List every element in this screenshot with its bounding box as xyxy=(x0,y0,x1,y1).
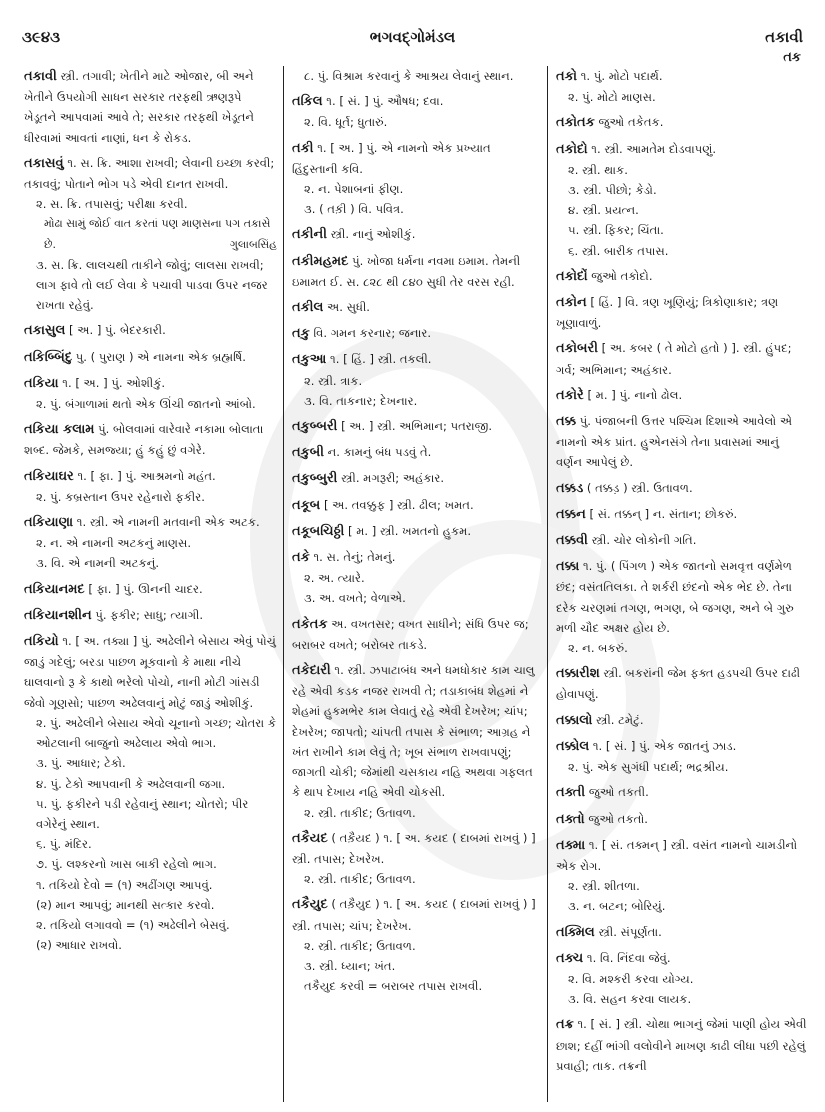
dictionary-entry xyxy=(556,948,807,1010)
headword: તક્ક xyxy=(556,414,577,430)
definition-text: પુ. ( પુરાણ ) એ નામના એક બ્રહ્મર્ષિ. xyxy=(75,349,246,364)
dictionary-entry xyxy=(292,66,539,86)
quotation xyxy=(24,214,277,254)
entry-main xyxy=(556,782,807,803)
quotation-text: મોઢા સામું જોઈ વાત કરતાં પણ માણસના પગ તકાસે છે. xyxy=(44,217,271,251)
dictionary-entry xyxy=(556,556,807,658)
entry-main xyxy=(556,556,807,638)
definition-text: સ્ત્રી. ટમેટું. xyxy=(596,712,644,727)
dictionary-entry xyxy=(556,663,807,704)
sense-line: ૫. સ્ત્રી. ફિકર; ચિંતા. xyxy=(568,223,664,238)
definition-text: [ અ. ] પું. બેદરકારી. xyxy=(69,323,166,338)
dictionary-entry xyxy=(24,66,277,148)
sense-line: ૪. પું. ટેકો આપવાની કે અઢેલવાની જગા. xyxy=(36,776,226,791)
headword: તકૈયુદ xyxy=(292,897,328,913)
headword: તકુબ્બુરી xyxy=(292,471,338,487)
entry-main xyxy=(24,466,277,487)
headword: તકિયો xyxy=(24,634,59,650)
dictionary-entry xyxy=(24,605,277,626)
entry-main xyxy=(24,631,277,713)
idiom-line: (૨) માન આપવું; માનથી સત્કાર કરવો. xyxy=(36,897,215,912)
definition-text: પું. બોલવામાં વારેવારે નકામા બોલાતા શબ્દ. જેમકે, સમજ્યા; હું કહું છું વગેરે. xyxy=(24,422,264,458)
definition-text: જુઓ તકોદો. xyxy=(591,268,653,283)
headword: તકુબ્બરી xyxy=(292,419,338,435)
dictionary-entry xyxy=(292,495,539,516)
dictionary-entry xyxy=(556,478,807,499)
definition-text: ૧. સ્ત્રી. આમતેમ દોડવાપણું. xyxy=(591,141,717,156)
sense-line: ૨. ન. એ નામની અટકનું માણસ. xyxy=(36,536,192,551)
dictionary-entry xyxy=(556,411,807,473)
definition-text: ૧. સ. તેનું; તેમનું. xyxy=(313,550,396,565)
dictionary-entry xyxy=(24,373,277,414)
dictionary-entry xyxy=(556,736,807,777)
sense-line: ૩. વિ. એ નામની અટકનું. xyxy=(36,556,160,571)
headword: તક્તી xyxy=(556,785,586,801)
headword: તક્કન xyxy=(556,506,586,522)
definition-text: સ્ત્રી. બકરાંની જેમ ફક્ત હડપચી ઉપર દાઢી હોવાપણું. xyxy=(556,666,801,702)
dictionary-entry xyxy=(556,292,807,333)
idiom-line: ૧. તકિયો દેવો = (૧) અઢીંગણ આપવું. xyxy=(36,877,213,892)
dictionary-entry xyxy=(292,547,539,609)
idiom-line: તકૈયુદ કરવી = બરાબર તપાસ રાખવી. xyxy=(304,979,483,994)
headword: તકિયા xyxy=(24,375,59,391)
entry-main xyxy=(556,1014,807,1076)
definition-text: ૧. [ અ. ] પું. એ નામનો એક પ્રખ્યાત હિંદુસ્તાની કવિ. xyxy=(292,140,491,176)
book-title: ભગવદ્ગોમંડલ xyxy=(369,28,456,46)
entry-main xyxy=(556,478,807,499)
entry-main xyxy=(24,605,277,626)
headword: તક્મા xyxy=(556,837,586,853)
headword: તકીલ xyxy=(292,300,324,316)
entry-main xyxy=(292,442,539,463)
headword: તકીની xyxy=(292,227,327,243)
headword: તકુબી xyxy=(292,445,324,461)
headword: તકુ xyxy=(292,326,310,342)
definition-text: ૧. સ્ત્રી. ઝપાટાબંધ અને ધમધોકાર કામ ચાલુ રહે એવી કડક નજર રાખવી તે; તડાકાબંધ શેહમાં ને શેહમાં હુકમભેર કામ લેવાતું રહે એવી દેખરેખ; ચાંપ; દેખરેખ; જાપતો; ચાંપતી તપાસ કે સંભાળ; આગ્રહ ને ખંત રાખીને કામ લેવું તે; ખૂબ સંભાળ રાખવાપણું; જાગતી ચોકી; જેમાંથી ચસકાય નહિ અથવા ગફલત કે થાપ દેખાય નહિ એવી ચોકસી. xyxy=(292,663,535,800)
sense-line: ૬. સ્ત્રી. બારીક તપાસ. xyxy=(568,243,669,258)
sense-line: ૩. ( તક઼ી ) વિ. પવિત્ર. xyxy=(304,202,404,217)
sense-line: ૨. ન. બકરું. xyxy=(568,641,628,656)
definition-text: ૧. પું. મોટો પદાર્થ. xyxy=(580,69,663,83)
column-left xyxy=(18,66,283,1102)
entry-main xyxy=(24,512,277,533)
entry-main xyxy=(556,809,807,830)
definition-text: જુઓ તકેતક. xyxy=(598,115,664,130)
dictionary-entry xyxy=(292,614,539,655)
headword: તકિયા કલામ xyxy=(24,422,95,438)
sense-line: ૨. સ્ત્રી. થાક. xyxy=(568,162,628,177)
headword: તકિયાઘર xyxy=(24,468,74,484)
headword: તક્ર xyxy=(556,1017,574,1033)
definition-text: વિ. ગમન કરનાર; જનાર. xyxy=(313,326,432,341)
dictionary-entry xyxy=(292,521,539,542)
dictionary-entry xyxy=(292,828,539,890)
headword: તકુઆ xyxy=(292,352,327,368)
entry-main xyxy=(556,66,807,87)
page-header xyxy=(0,28,825,65)
dictionary-entry xyxy=(292,138,539,220)
entry-main xyxy=(556,504,807,525)
headword: તકાવી xyxy=(24,69,57,84)
dictionary-entry xyxy=(292,468,539,489)
definition-text: સ્ત્રી. તગાવી; ખેતીને માટે ઓજાર, બી અને ખેતીને ઉપયોગી સાધન સરકાર તરફથી ઋણરૂપે ખેડૂતને આપવામાં આવે તે; સરકાર તરફથી ખેડૂતને ધીરવામાં આવતાં નાણાં, ધન કે રોકડ. xyxy=(24,69,255,145)
headword: તકોદોં xyxy=(556,268,588,284)
sense-line: ૭. પું. લશ્કરનો ખાસ બાકી રહેલો ભાગ. xyxy=(36,857,217,872)
sense-line: ૩. વિ. સહન કરવા લાયક. xyxy=(568,992,692,1007)
definition-text: અ. સુધી. xyxy=(327,300,370,315)
definition-text: અ. વખતસર; વખત સાધીને; સંધિ ઉપર જ; બરાબર વખતે; બરોબર તાકડે. xyxy=(292,616,529,652)
headword: તક્કોલ xyxy=(556,738,590,754)
dictionary-columns xyxy=(18,66,813,1102)
dictionary-entry xyxy=(292,660,539,823)
definition-text: ( તકૈ઼યદ ) ૧. [ અ. કયદ ( દાબમાં રાખવું ) ] સ્ત્રી. તપાસ; દેખરેખ. xyxy=(292,830,536,866)
definition-text: સ્ત્રી. સંપૂર્ણતા. xyxy=(598,924,662,939)
entry-main xyxy=(292,297,539,318)
sense-line: ૩. પું. આધાર; ટેકો. xyxy=(36,756,126,771)
dictionary-entry xyxy=(24,320,277,341)
sense-line: ૨. પું. બંગાળામાં થતો એક ઊંચી જાતનો આંબો. xyxy=(36,397,256,412)
headword: તકૈયદ xyxy=(292,830,328,846)
dictionary-entry xyxy=(292,91,539,132)
headword: તકૂબ xyxy=(292,497,321,513)
sense-line: ૬. પું. મંદિર. xyxy=(36,837,92,852)
entry-main xyxy=(292,138,539,179)
entry-main xyxy=(292,91,539,112)
dictionary-entry xyxy=(292,297,539,318)
dictionary-entry xyxy=(292,442,539,463)
definition-text: [ અ. કબર ( તે મોટો હતો ) ]. સ્ત્રી. હુંપદ; ગર્વ; અભિમાન; અહંકાર. xyxy=(556,341,792,377)
quotation-source: ગુલાબસિંહ xyxy=(229,237,277,251)
entry-main xyxy=(556,736,807,757)
page-number: ૩૯૪૩ xyxy=(22,28,61,46)
sense-line: ૨. સ્ત્રી. શીતળા. xyxy=(568,879,640,894)
entry-main xyxy=(556,530,807,551)
definition-text: ( તક્કડ઼ ) સ્ત્રી. ઉતાવળ. xyxy=(586,480,693,495)
entry-main xyxy=(556,411,807,473)
headword: તકિબ્બિંદુ xyxy=(24,349,73,365)
dictionary-entry xyxy=(24,153,277,316)
dictionary-entry xyxy=(292,894,539,996)
definition-text: ૧. [ અ. તક્યા ] પું. અઢેલીને બેસાય એવું પોચું જાડું ગદેલું; બરડા પાછળ મૂકવાનો કે માથા નીચે ઘાલવાનો રૂ કે કાથો ભરેલો પોચો, નાની મોટી ગાંસડી જેવો ગૂણસો; પાછળ અઢેલવાનું મોટું જાડું ઓશીકું. xyxy=(24,634,276,710)
dictionary-entry xyxy=(556,266,807,287)
dictionary-entry xyxy=(24,419,277,460)
definition-text: ૧. સ. ક્રિ. આશા રાખવી; લેવાની ઇચ્છા કરવી; તકાવવું; પોતાને ભોગ પડે એવી દાનત રાખવી. xyxy=(24,155,275,192)
dictionary-entry xyxy=(556,922,807,943)
entry-main xyxy=(24,347,277,368)
headword: તક્કારીશ xyxy=(556,666,600,682)
entry-main xyxy=(556,385,807,406)
headword: તકિયાણા xyxy=(24,515,74,531)
entry-main xyxy=(24,66,277,148)
guide-word: તકાવી xyxy=(765,28,803,46)
definition-text: [ હિં. ] વિ. ત્રણ ખૂણિયું; ત્રિકોણાકાર; ત્રણ ખૂણાવાળું. xyxy=(556,295,779,331)
sense-line: ૨. પું. મોટો માણસ. xyxy=(568,90,656,105)
entry-main xyxy=(292,323,539,344)
entry-main xyxy=(24,373,277,394)
sense-line: ૩. સ્ત્રી. ધ્યાન; ખંત. xyxy=(304,958,396,973)
definition-text: સ્ત્રી. નાનું ઓશીકું. xyxy=(330,227,416,242)
entry-main xyxy=(292,349,539,370)
sense-line: ૨. વિ. મશ્કરી કરવા યોગ્ય. xyxy=(568,971,694,986)
dictionary-entry xyxy=(292,416,539,437)
entry-main xyxy=(292,224,539,245)
headword: તકાસુલ xyxy=(24,323,66,339)
headword: તકેદારી xyxy=(292,663,331,679)
definition-text: પું. ફકીર; સાધુ; ત્યાગી. xyxy=(95,607,204,622)
headword: તકો xyxy=(556,69,578,84)
dictionary-entry xyxy=(556,66,807,107)
entry-main xyxy=(556,292,807,333)
headword: તકોરે xyxy=(556,387,584,403)
definition-text: સ્ત્રી. ચોર લોકોની ગતિ. xyxy=(591,533,697,548)
entry-main xyxy=(24,579,277,600)
dictionary-entry xyxy=(24,631,277,955)
sense-line: ૨. સ. ક્રિ. તપાસવું; પરીક્ષા કરવી. xyxy=(36,197,188,212)
definition-text: [ મ. ] સ્ત્રી. ખમતનો હુકમ. xyxy=(348,523,472,538)
dictionary-entry xyxy=(556,782,807,803)
definition-text: ૧. [ હિં. ] સ્ત્રી. તકલી. xyxy=(330,352,432,367)
entry-main xyxy=(292,495,539,516)
definition-text: ૧. વિ. નિંદવા જેવું. xyxy=(586,950,671,965)
sense-line: ૨. સ્ત્રી. તાકીદ; ઉતાવળ. xyxy=(304,938,416,953)
definition-text: ૧. [ ફા. ] પું. આશ્રમનો મહંત. xyxy=(77,468,216,483)
headword: તક્ચ xyxy=(556,950,584,966)
headword: તકી xyxy=(292,140,314,156)
headword: તકીમહમદ xyxy=(292,253,349,269)
headword: તકૂબચિઠ્ઠી xyxy=(292,523,345,539)
definition-text: ૧. સ્ત્રી. એ નામની મતવાની એક અટક. xyxy=(76,515,260,530)
entry-main xyxy=(556,948,807,969)
entry-main xyxy=(24,320,277,341)
dictionary-entry xyxy=(556,385,807,406)
entry-main xyxy=(556,139,807,160)
sense-line: ૪. સ્ત્રી. પ્રયત્ન. xyxy=(568,203,639,218)
dictionary-entry xyxy=(292,349,539,411)
column-right xyxy=(548,66,813,1102)
headword: તકોતક xyxy=(556,115,595,131)
headword: તકાસવું xyxy=(24,155,64,171)
sense-line: ૩. ન. બટન; બોરિયું. xyxy=(568,899,666,914)
entry-main xyxy=(556,663,807,704)
dictionary-entry xyxy=(24,466,277,507)
headword: તકિયાનમદ xyxy=(24,581,85,597)
entry-main xyxy=(292,894,539,935)
dictionary-entry xyxy=(556,809,807,830)
entry-main xyxy=(292,547,539,568)
entry-main xyxy=(556,266,807,287)
dictionary-entry xyxy=(556,835,807,917)
sense-line: ૫. પું. ફકીરને પડી રહેવાનું સ્થાન; ચોતરો; પીર વગેરેનું સ્થાન. xyxy=(36,796,249,831)
headword: તકોન xyxy=(556,295,587,311)
headword: તકોદો xyxy=(556,141,588,157)
dictionary-entry xyxy=(556,338,807,379)
headword: તક્મિલ xyxy=(556,924,595,940)
headword: તકેતક xyxy=(292,616,328,632)
dictionary-entry xyxy=(292,251,539,292)
definition-text: પું. ખોજા ધર્મના નવમા ઇમામ. તેમની ઇમામત ઈ. સ. ૮૨૮ થી ૮૪૦ સુધી તેર વરસ રહી. xyxy=(292,253,521,289)
sense-line: ૩. વિ. તાકનાર; દેખનાર. xyxy=(304,393,418,408)
definition-text: ન. કામનું બંધ પડવું તે. xyxy=(327,445,432,460)
dictionary-entry xyxy=(556,1014,807,1076)
definition-text: જુઓ તકતો. xyxy=(588,811,648,826)
headword: તકે xyxy=(292,550,310,566)
definition-text: ( તકૈ઼યુદ ) ૧. [ અ. કયદ ( દાબમાં રાખવું ) ] સ્ત્રી. તપાસ; ચાંપ; દેખરેખ. xyxy=(292,897,536,933)
column-middle xyxy=(283,66,548,1102)
dictionary-entry xyxy=(24,347,277,368)
sense-line: ૨. સ્ત્રી. તાકીદ; ઉતાવળ. xyxy=(304,872,416,887)
headword: તક્કા xyxy=(556,559,580,575)
entry-main xyxy=(292,660,539,802)
headword: તક્કડ xyxy=(556,480,584,496)
definition-text: [ સં. તક્કન્ ] ન. સંતાન; છોકરું. xyxy=(589,506,738,521)
entry-main xyxy=(292,828,539,869)
sense-line: ૮. પું. વિશ્રામ કરવાનું કે આશ્રય લેવાનું સ્થાન. xyxy=(304,69,514,83)
entry-main xyxy=(292,251,539,292)
guide-word-sub: તક xyxy=(783,50,801,65)
definition-text: સ્ત્રી. મગરૂરી; અહંકાર. xyxy=(341,471,445,486)
definition-text: [ અ. ] સ્ત્રી. અભિમાન; પતરાજી. xyxy=(341,419,493,434)
dictionary-entry xyxy=(24,512,277,574)
entry-main xyxy=(556,922,807,943)
dictionary-entry xyxy=(24,579,277,600)
dictionary-entry xyxy=(556,139,807,261)
headword: તક્કાલો xyxy=(556,712,593,728)
headword: તકિયાનશીન xyxy=(24,607,92,623)
entry-main xyxy=(292,416,539,437)
definition-text: [ મ. ] પું. નાનો ઢોલ. xyxy=(587,387,683,402)
definition-text: ૧. [ સં. ] પું. ઔષધ; દવા. xyxy=(326,94,444,109)
idiom-line: ૨. તકિયો લગાવવો = (૧) અઢેલીને બેસવું. xyxy=(36,917,230,932)
sense-line: ૨. પું. એક સુગંધી પદાર્થ; ભદ્રશ્રીય. xyxy=(568,760,729,775)
entry-main xyxy=(556,112,807,133)
headword: તકોબરી xyxy=(556,341,598,357)
sense-line: ૩. અ. વખતે; વેળાએ. xyxy=(304,591,406,606)
entry-main xyxy=(292,614,539,655)
dictionary-entry xyxy=(556,710,807,731)
sense-line: ૨. વિ. ધૂર્ત; ધુતારું. xyxy=(304,115,388,130)
entry-main xyxy=(24,153,277,194)
sense-line: ૨. સ્ત્રી. ત્રાક. xyxy=(304,373,363,388)
sense-line: ૨. પું. કબ્રસ્તાન ઉપર રહેનારો ફકીર. xyxy=(36,489,205,504)
headword: તકિલ xyxy=(292,94,323,110)
dictionary-entry xyxy=(292,224,539,245)
dictionary-entry xyxy=(556,530,807,551)
entry-main xyxy=(292,468,539,489)
sense-line: ૨. પું. અઢેલીને બેસાય એવો ચૂનાનો ગચ્છ; ચોતરા કે ઓટલાની બાજુનો અઢેલાય એવો ભાગ. xyxy=(36,715,276,751)
definition-text: ૧. [ અ. ] પું. ઓશીકું. xyxy=(62,375,166,390)
definition-text: પું. પંજાબની ઉત્તર પશ્ચિમ દિશાએ આવેલો એ નામનો એક પ્રાંત. હુએનસંગે તેના પ્રવાસમાં આનું વર્ણન આપેલું છે. xyxy=(556,414,793,470)
dictionary-entry xyxy=(556,112,807,133)
sense-line: ૨. ન. પેશાબનાં ફીણ. xyxy=(304,182,404,197)
sense-line: ૩. સ. ક્રિ. લાલચથી તાકીને જોવું; લાલસા રાખવી; લાગ ફાવે તો લઈ લેવા કે પચાવી પાડવા ઉપર નજર રાખતા રહેવું. xyxy=(36,257,268,313)
dictionary-entry xyxy=(556,504,807,525)
definition-text: [ અ. તવક્કુફ ] સ્ત્રી. ઢીલ; ખમત. xyxy=(323,497,474,512)
sense-line: ૨. સ્ત્રી. તાકીદ; ઉતાવળ. xyxy=(304,805,416,820)
definition-text: ૧. [ સં. તક્મન્ ] સ્ત્રી. વસંત નામનો ચામડીનો એક રોગ. xyxy=(556,837,798,873)
headword: તક્તો xyxy=(556,811,585,827)
definition-text: ૧. [ સં. ] પું. એક જાતનું ઝાડ. xyxy=(592,738,737,753)
idiom-line: (૨) આધાર રાખવો. xyxy=(36,938,122,953)
entry-main xyxy=(556,338,807,379)
entry-main xyxy=(556,835,807,876)
entry-main xyxy=(292,521,539,542)
sense-line: ૨. અ. ત્યારે. xyxy=(304,571,365,586)
dictionary-entry xyxy=(292,323,539,344)
sense-line: ૩. સ્ત્રી. પીછો; કેડો. xyxy=(568,183,657,198)
entry-main xyxy=(24,419,277,460)
headword: તક્કવી xyxy=(556,533,588,549)
definition-text: ૧. [ સં. ] સ્ત્રી. ચોથા ભાગનું જેમાં પાણી હોય એવી છાશ; દહીં ભાંગી વલોવીને માખણ કાઢી લીધા પછી રહેલું પ્રવાહી; તાક. તક્રની xyxy=(556,1017,807,1073)
entry-main xyxy=(556,710,807,731)
definition-text: જુઓ તકતી. xyxy=(588,785,649,800)
definition-text: [ ફા. ] પું. ઊનની ચાદર. xyxy=(88,581,203,596)
definition-text: ૧. પું. ( પિંગળ ) એક જાતનો સમવૃત્ત વર્ણમેળ છંદ; વસંતતિલકા. તે શર્કરી છંદનો એક ભેદ છે. તેના દરેક ચરણમાં તગણ, ભગણ, બે જગણ, અને બે ગુરુ મળી ચૌદ અક્ષર હોય છે. xyxy=(556,559,794,635)
